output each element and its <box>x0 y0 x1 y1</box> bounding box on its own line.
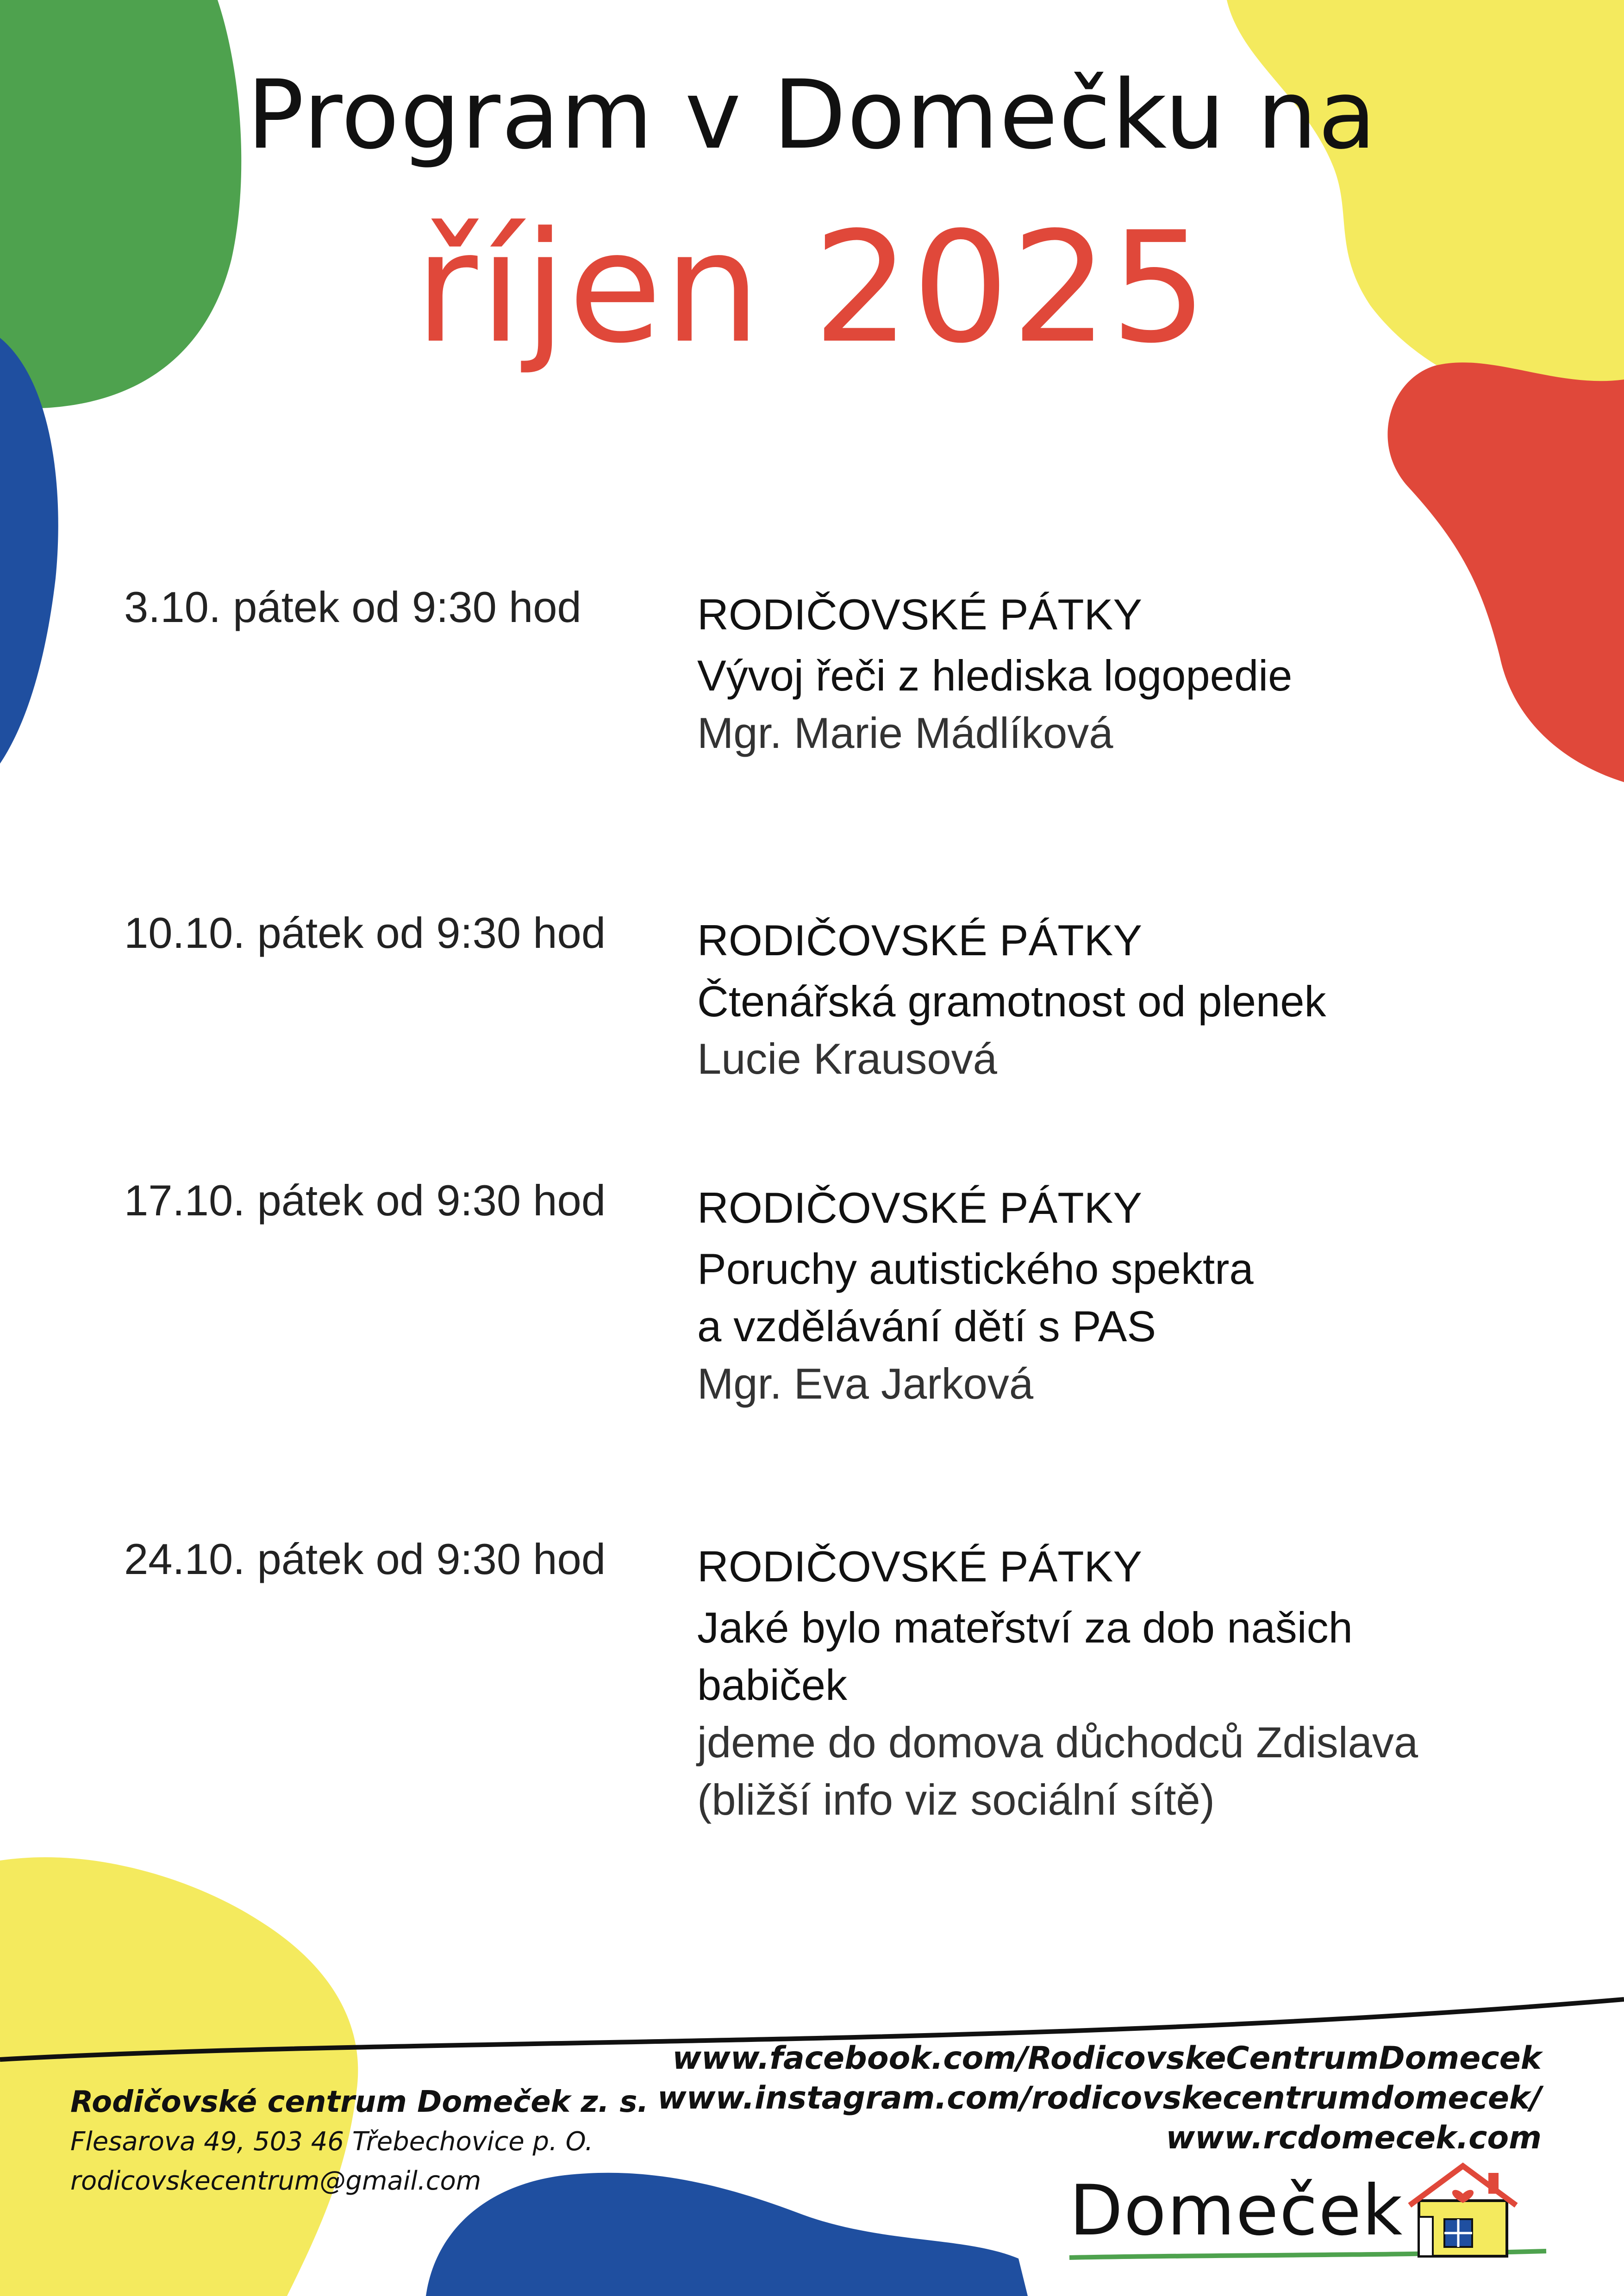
organization-address: Flesarova 49, 503 46 Třebechovice p. O. <box>70 2127 593 2157</box>
event-series: RODIČOVSKÉ PÁTKY <box>697 590 1143 639</box>
website-link[interactable]: www.rcdomecek.com <box>1166 2120 1542 2156</box>
house-icon <box>1065 2157 1551 2272</box>
instagram-link[interactable]: www.instagram.com/rodicovskecentrumdomecek/ <box>657 2080 1542 2116</box>
event-topic: a vzdělávání dětí s PAS <box>697 1302 1156 1350</box>
event-speaker: Lucie Krausová <box>697 1034 997 1083</box>
event-series: RODIČOVSKÉ PÁTKY <box>697 1183 1143 1232</box>
footer-links <box>657 2039 1542 2158</box>
page-title-line1: Program v Domečku na <box>247 60 1377 170</box>
event-topic: Poruchy autistického spektra <box>697 1244 1254 1293</box>
yellow-blob-bottom <box>0 1857 358 2296</box>
domecek-logo <box>1065 2157 1551 2272</box>
event-date: 3.10. pátek od 9:30 hod <box>124 583 581 631</box>
event-note: jdeme do domova důchodců Zdislava <box>697 1718 1418 1767</box>
event-date: 10.10. pátek od 9:30 hod <box>124 908 606 957</box>
organization-email[interactable]: rodicovskecentrum@gmail.com <box>70 2166 481 2196</box>
event-date: 24.10. pátek od 9:30 hod <box>124 1535 606 1583</box>
event-speaker: Mgr. Eva Jarková <box>697 1359 1034 1408</box>
event-speaker: Mgr. Marie Mádlíková <box>697 709 1113 757</box>
event-date: 17.10. pátek od 9:30 hod <box>124 1176 606 1225</box>
event-topic: babiček <box>697 1661 847 1709</box>
event-series: RODIČOVSKÉ PÁTKY <box>697 1542 1143 1591</box>
event-topic: Jaké bylo mateřství za dob našich <box>697 1603 1353 1652</box>
facebook-link[interactable]: www.facebook.com/RodicovskeCentrumDomecek <box>672 2040 1542 2077</box>
event-topic: Čtenářská gramotnost od plenek <box>697 977 1326 1026</box>
event-topic: Vývoj řeči z hlediska logopedie <box>697 651 1293 700</box>
logo-text: Domeček <box>1069 2171 1404 2251</box>
page-title-month: říjen 2025 <box>415 199 1209 377</box>
organization-name: Rodičovské centrum Domeček z. s. <box>70 2085 649 2119</box>
event-note: (bližší info viz sociální sítě) <box>697 1775 1215 1824</box>
event-series: RODIČOVSKÉ PÁTKY <box>697 916 1143 964</box>
blue-blob-bottom <box>426 2173 1028 2296</box>
